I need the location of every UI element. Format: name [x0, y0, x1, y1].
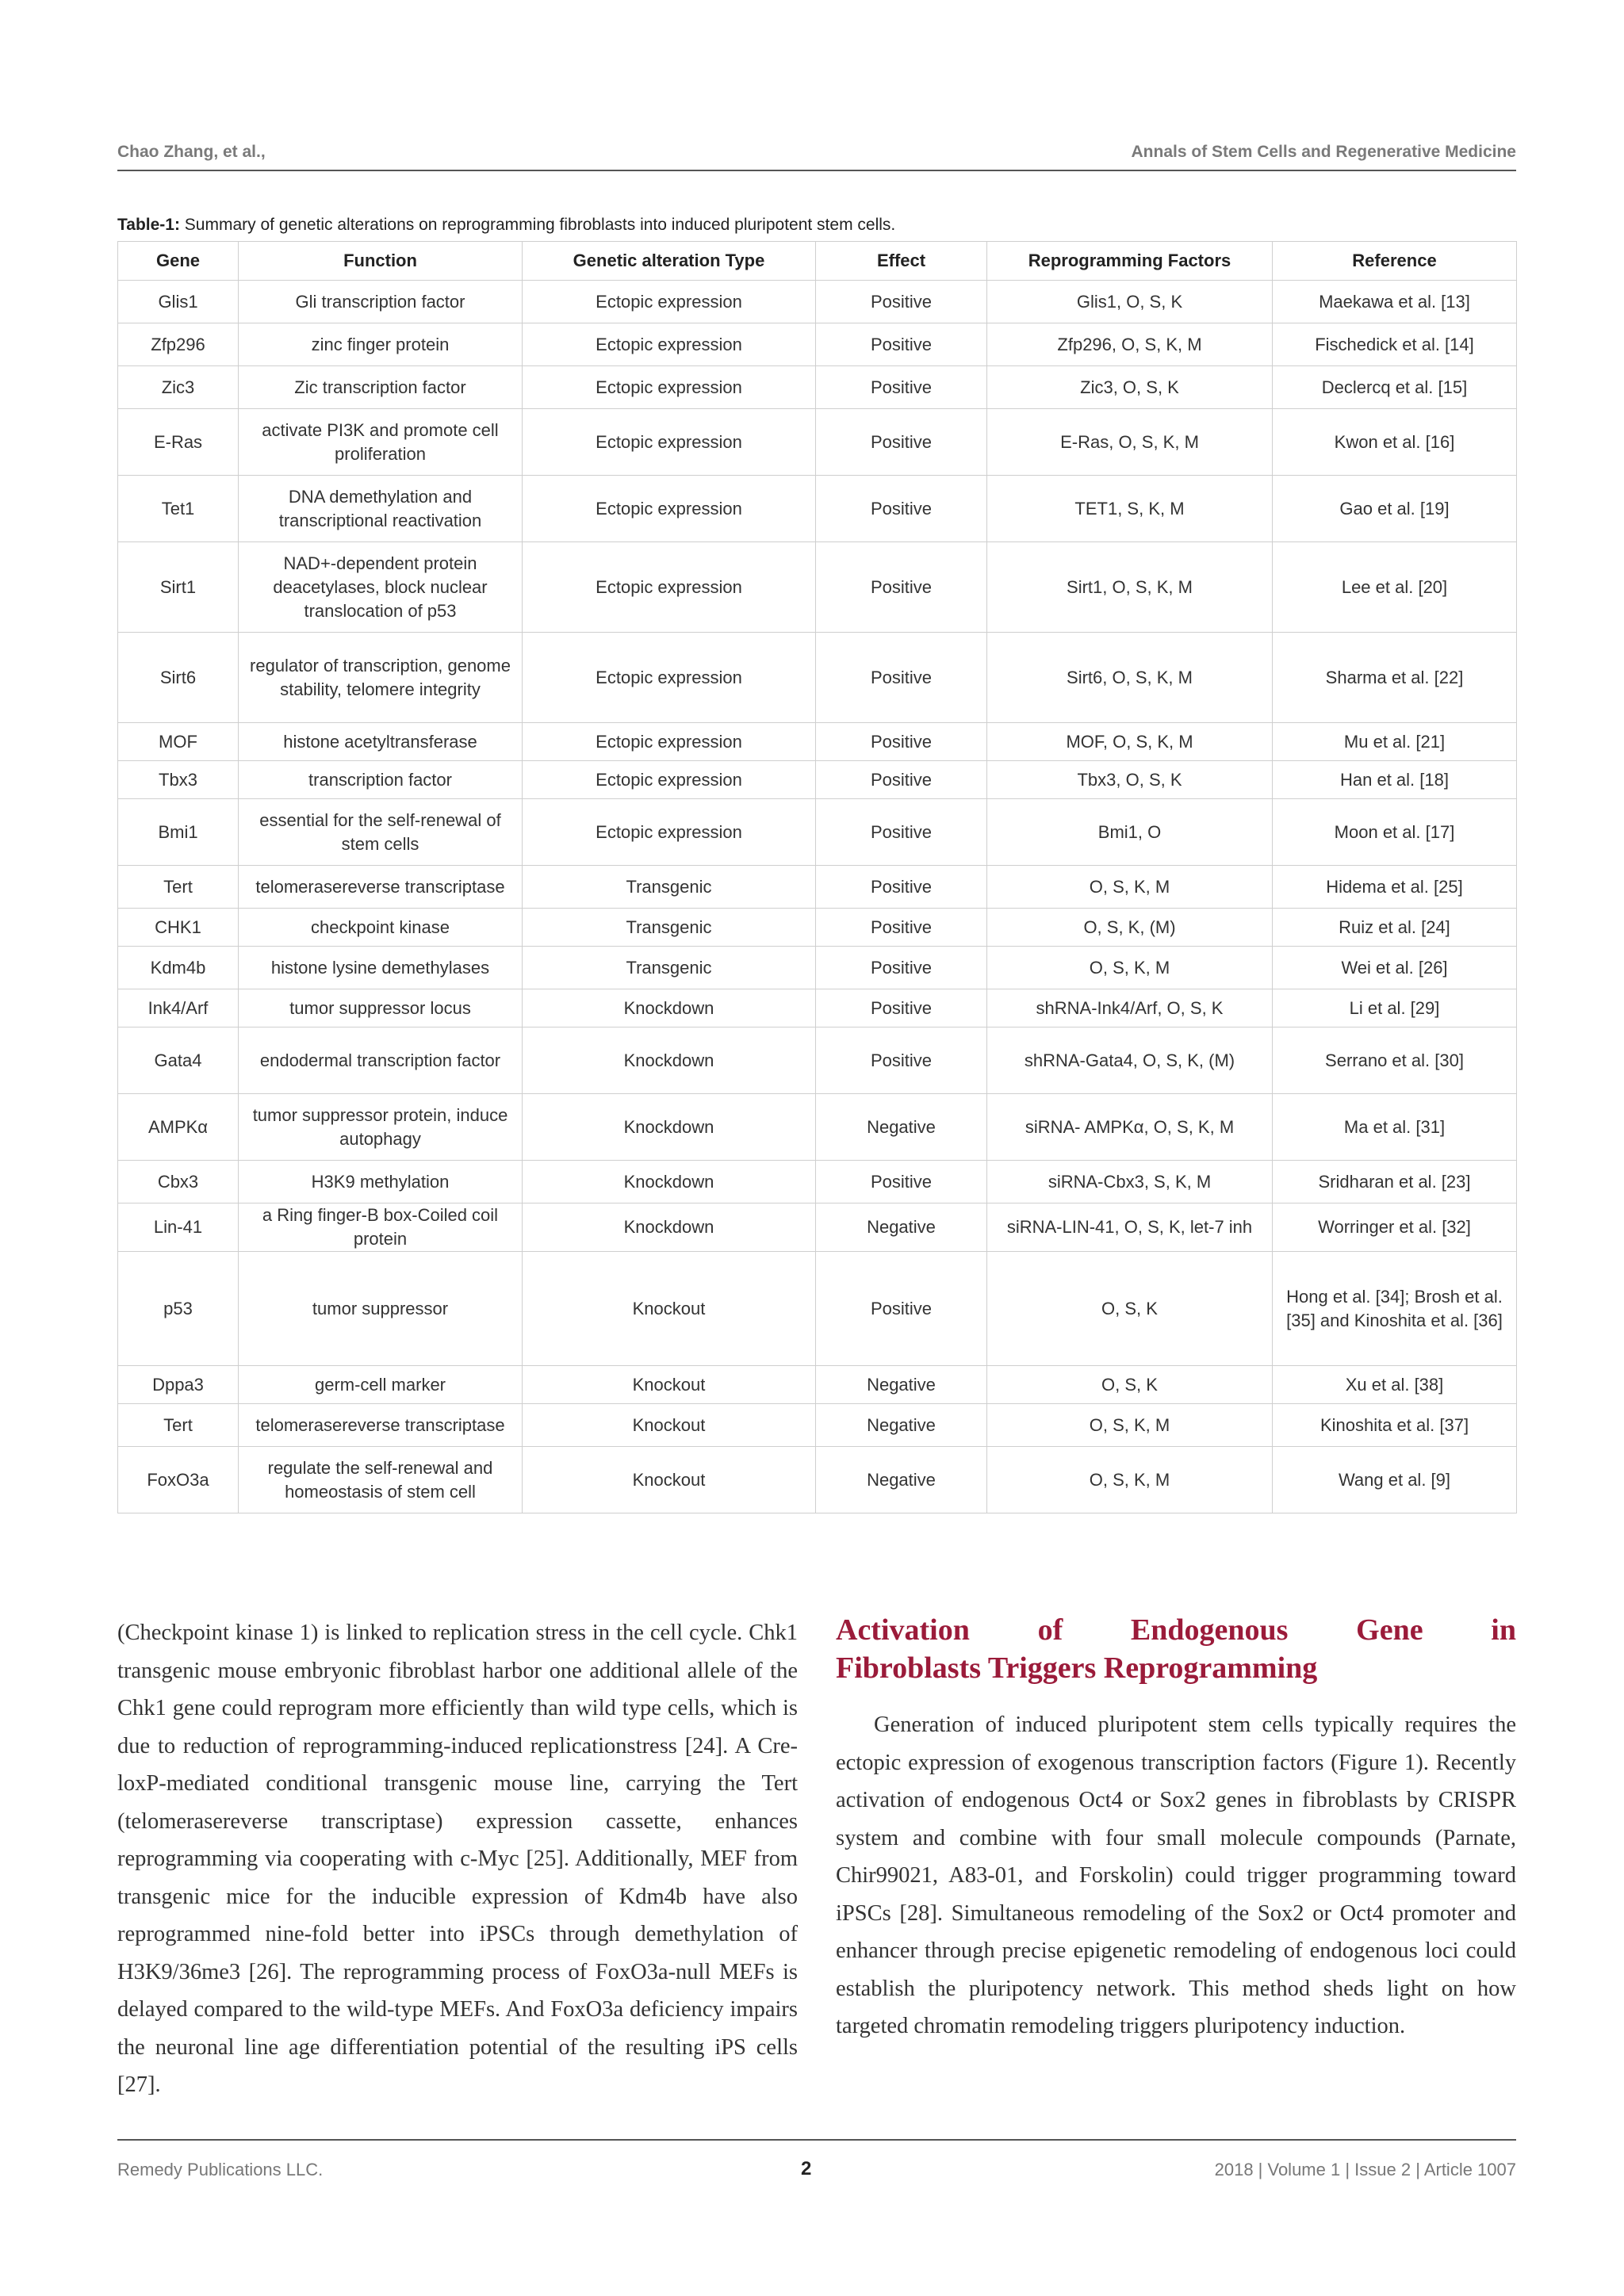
cell-effect: Positive: [816, 909, 987, 947]
cell-effect: Negative: [816, 1203, 987, 1252]
cell-reprogramming-factors: siRNA-LIN-41, O, S, K, let-7 inh: [987, 1203, 1273, 1252]
cell-effect: Positive: [816, 1161, 987, 1203]
cell-reference: Li et al. [29]: [1273, 989, 1517, 1027]
cell-function: telomerasereverse transcriptase: [239, 866, 523, 909]
table-row: [118, 409, 1517, 476]
cell-reprogramming-factors: Bmi1, O: [987, 799, 1273, 866]
cell-reprogramming-factors: O, S, K, M: [987, 1404, 1273, 1447]
table-row: [118, 633, 1517, 723]
table-caption: [117, 216, 1516, 235]
section-heading-line-1: Activation of Endogenous Gene in: [836, 1613, 1516, 1647]
cell-function: DNA demethylation and transcriptional reactivation: [239, 476, 523, 542]
cell-gene: Ink4/Arf: [118, 989, 239, 1027]
cell-reprogramming-factors: O, S, K, M: [987, 1447, 1273, 1513]
cell-effect: Positive: [816, 1027, 987, 1094]
cell-reference: Serrano et al. [30]: [1273, 1027, 1517, 1094]
table-caption-text: Summary of genetic alterations on reprogramming fibroblasts into induced pluripotent stem cells.: [179, 216, 896, 234]
cell-reprogramming-factors: O, S, K, (M): [987, 909, 1273, 947]
cell-effect: Positive: [816, 989, 987, 1027]
cell-gene: Kdm4b: [118, 947, 239, 989]
cell-alteration-type: Transgenic: [523, 909, 816, 947]
cell-alteration-type: Ectopic expression: [523, 281, 816, 323]
cell-alteration-type: Knockdown: [523, 1203, 816, 1252]
cell-reprogramming-factors: siRNA- AMPKα, O, S, K, M: [987, 1094, 1273, 1161]
cell-gene: Tert: [118, 1404, 239, 1447]
cell-function: Zic transcription factor: [239, 366, 523, 409]
cell-reference: Xu et al. [38]: [1273, 1366, 1517, 1404]
cell-gene: Glis1: [118, 281, 239, 323]
cell-effect: Positive: [816, 476, 987, 542]
cell-effect: Positive: [816, 761, 987, 799]
cell-reprogramming-factors: Sirt6, O, S, K, M: [987, 633, 1273, 723]
cell-reference: Moon et al. [17]: [1273, 799, 1517, 866]
cell-function: Gli transcription factor: [239, 281, 523, 323]
table-row: [118, 947, 1517, 989]
cell-alteration-type: Knockout: [523, 1252, 816, 1366]
table-row: [118, 989, 1517, 1027]
cell-function: checkpoint kinase: [239, 909, 523, 947]
cell-gene: Dppa3: [118, 1366, 239, 1404]
cell-reference: Hidema et al. [25]: [1273, 866, 1517, 909]
cell-reference: Sridharan et al. [23]: [1273, 1161, 1517, 1203]
cell-effect: Positive: [816, 633, 987, 723]
cell-gene: Zfp296: [118, 323, 239, 366]
cell-reprogramming-factors: Zic3, O, S, K: [987, 366, 1273, 409]
section-heading: [836, 1611, 1516, 1687]
cell-alteration-type: Ectopic expression: [523, 323, 816, 366]
cell-reference: Declercq et al. [15]: [1273, 366, 1517, 409]
table-body: [118, 281, 1517, 1513]
cell-effect: Negative: [816, 1404, 987, 1447]
right-column-paragraph: Generation of induced pluripotent stem cells typically requires the ectopic expression of exogenous transcription factors (Figure 1). Recently activation of endogenous Oct4 or Sox2 genes in fibroblasts by CRISPR system and combine with four small molecule compounds (Parnate, Chir99021, A83-01, and Forskolin) could trigger programming toward iPSCs [28]. Simultaneous remodeling of the Sox2 or Oct4 promoter and enhancer through precise epigenetic remodeling of endogenous loci could establish the pluripotency network. This method sheds light on how targeted chromatin remodeling triggers pluripotency induction.: [836, 1712, 1516, 2038]
table-caption-label: Table-1:: [117, 216, 180, 234]
page-footer: [117, 2139, 1516, 2188]
column-header-function: Function: [239, 242, 523, 281]
cell-reference: Kinoshita et al. [37]: [1273, 1404, 1517, 1447]
cell-effect: Positive: [816, 723, 987, 761]
cell-alteration-type: Ectopic expression: [523, 366, 816, 409]
cell-effect: Negative: [816, 1094, 987, 1161]
cell-reference: Fischedick et al. [14]: [1273, 323, 1517, 366]
column-header-reference: Reference: [1273, 242, 1517, 281]
cell-reference: Lee et al. [20]: [1273, 542, 1517, 633]
cell-reprogramming-factors: Glis1, O, S, K: [987, 281, 1273, 323]
cell-gene: FoxO3a: [118, 1447, 239, 1513]
cell-reference: Wang et al. [9]: [1273, 1447, 1517, 1513]
table-row: [118, 1161, 1517, 1203]
table-row: [118, 1027, 1517, 1094]
cell-reprogramming-factors: E-Ras, O, S, K, M: [987, 409, 1273, 476]
cell-gene: AMPKα: [118, 1094, 239, 1161]
footer-page-number: 2: [801, 2158, 812, 2179]
cell-effect: Positive: [816, 323, 987, 366]
cell-function: a Ring finger-B box-Coiled coil protein: [239, 1203, 523, 1252]
header-author: Chao Zhang, et al.,: [117, 143, 266, 161]
cell-gene: E-Ras: [118, 409, 239, 476]
cell-function: histone acetyltransferase: [239, 723, 523, 761]
cell-reprogramming-factors: O, S, K: [987, 1366, 1273, 1404]
cell-function: essential for the self-renewal of stem cells: [239, 799, 523, 866]
cell-reference: Kwon et al. [16]: [1273, 409, 1517, 476]
column-header-gene: Gene: [118, 242, 239, 281]
cell-alteration-type: Ectopic expression: [523, 633, 816, 723]
cell-gene: Bmi1: [118, 799, 239, 866]
table-row: [118, 323, 1517, 366]
cell-alteration-type: Knockout: [523, 1366, 816, 1404]
cell-reprogramming-factors: Zfp296, O, S, K, M: [987, 323, 1273, 366]
table-row: [118, 866, 1517, 909]
cell-function: telomerasereverse transcriptase: [239, 1404, 523, 1447]
cell-effect: Positive: [816, 281, 987, 323]
cell-gene: Sirt1: [118, 542, 239, 633]
cell-reference: Ma et al. [31]: [1273, 1094, 1517, 1161]
cell-reference: Wei et al. [26]: [1273, 947, 1517, 989]
cell-function: histone lysine demethylases: [239, 947, 523, 989]
cell-reprogramming-factors: Tbx3, O, S, K: [987, 761, 1273, 799]
cell-function: tumor suppressor locus: [239, 989, 523, 1027]
cell-gene: Tert: [118, 866, 239, 909]
cell-alteration-type: Knockdown: [523, 989, 816, 1027]
cell-reprogramming-factors: siRNA-Cbx3, S, K, M: [987, 1161, 1273, 1203]
cell-effect: Positive: [816, 866, 987, 909]
table-row: [118, 281, 1517, 323]
footer-issue-info: 2018 | Volume 1 | Issue 2 | Article 1007: [1214, 2160, 1516, 2179]
section-heading-line-2: Fibroblasts Triggers Reprogramming: [836, 1651, 1318, 1685]
cell-effect: Negative: [816, 1366, 987, 1404]
table-row: [118, 1404, 1517, 1447]
cell-effect: Positive: [816, 366, 987, 409]
left-column-paragraph: (Checkpoint kinase 1) is linked to replication stress in the cell cycle. Chk1 transgenic mouse embryonic fibroblast harbor one additional allele of the Chk1 gene could reprogram more efficiently than wild type cells, which is due to reduction of reprogramming-induced replicationstress [24]. A Cre-loxP-mediated conditional transgenic mouse line, carrying the Tert (telomerasereverse transcriptase) expression cassette, enhances reprogramming via cooperating with c-Myc [25]. Additionally, MEF from transgenic mice for the inducible expression of Kdm4b have also reprogrammed nine-fold better into iPSCs through demethylation of H3K9/36me3 [26]. The reprogramming process of FoxO3a-null MEFs is delayed compared to the wild-type MEFs. And FoxO3a deficiency impairs the neuronal line age differentiation potential of the resulting iPS cells [27].: [117, 1621, 798, 2097]
cell-function: endodermal transcription factor: [239, 1027, 523, 1094]
cell-effect: Positive: [816, 947, 987, 989]
cell-reprogramming-factors: O, S, K, M: [987, 947, 1273, 989]
table-header-row: [118, 242, 1517, 281]
table-row: [118, 761, 1517, 799]
cell-function: NAD+-dependent protein deacetylases, block nuclear translocation of p53: [239, 542, 523, 633]
footer-publisher: Remedy Publications LLC.: [117, 2160, 324, 2179]
cell-reprogramming-factors: shRNA-Gata4, O, S, K, (M): [987, 1027, 1273, 1094]
cell-reference: Sharma et al. [22]: [1273, 633, 1517, 723]
cell-reprogramming-factors: O, S, K: [987, 1252, 1273, 1366]
cell-effect: Positive: [816, 409, 987, 476]
cell-reference: Gao et al. [19]: [1273, 476, 1517, 542]
cell-reprogramming-factors: shRNA-Ink4/Arf, O, S, K: [987, 989, 1273, 1027]
cell-alteration-type: Ectopic expression: [523, 409, 816, 476]
cell-effect: Positive: [816, 542, 987, 633]
cell-reprogramming-factors: MOF, O, S, K, M: [987, 723, 1273, 761]
cell-function: tumor suppressor: [239, 1252, 523, 1366]
cell-gene: Cbx3: [118, 1161, 239, 1203]
cell-reference: Han et al. [18]: [1273, 761, 1517, 799]
cell-gene: Gata4: [118, 1027, 239, 1094]
cell-function: regulator of transcription, genome stability, telomere integrity: [239, 633, 523, 723]
column-header-alteration-type: Genetic alteration Type: [523, 242, 816, 281]
table-row: [118, 723, 1517, 761]
page: [117, 0, 1516, 2296]
cell-gene: Tet1: [118, 476, 239, 542]
table-row: [118, 1252, 1517, 1366]
table-row: [118, 542, 1517, 633]
column-header-effect: Effect: [816, 242, 987, 281]
cell-reprogramming-factors: O, S, K, M: [987, 866, 1273, 909]
table-row: [118, 909, 1517, 947]
genetic-alterations-table: [117, 241, 1517, 1513]
cell-effect: Negative: [816, 1447, 987, 1513]
cell-reference: Worringer et al. [32]: [1273, 1203, 1517, 1252]
running-header: [117, 141, 1516, 171]
table-row: [118, 1203, 1517, 1252]
cell-function: H3K9 methylation: [239, 1161, 523, 1203]
cell-function: activate PI3K and promote cell proliferation: [239, 409, 523, 476]
cell-alteration-type: Knockout: [523, 1404, 816, 1447]
cell-function: transcription factor: [239, 761, 523, 799]
table-row: [118, 476, 1517, 542]
cell-gene: Tbx3: [118, 761, 239, 799]
cell-reference: Hong et al. [34]; Brosh et al. [35] and Kinoshita et al. [36]: [1273, 1252, 1517, 1366]
table-row: [118, 1447, 1517, 1513]
cell-alteration-type: Ectopic expression: [523, 723, 816, 761]
table-row: [118, 1366, 1517, 1404]
table-row: [118, 799, 1517, 866]
cell-function: regulate the self-renewal and homeostasis of stem cell: [239, 1447, 523, 1513]
cell-alteration-type: Knockdown: [523, 1094, 816, 1161]
cell-gene: Lin-41: [118, 1203, 239, 1252]
cell-reference: Ruiz et al. [24]: [1273, 909, 1517, 947]
cell-gene: MOF: [118, 723, 239, 761]
cell-alteration-type: Ectopic expression: [523, 799, 816, 866]
cell-alteration-type: Transgenic: [523, 866, 816, 909]
cell-reference: Maekawa et al. [13]: [1273, 281, 1517, 323]
cell-gene: Zic3: [118, 366, 239, 409]
header-journal: Annals of Stem Cells and Regenerative Medicine: [1131, 143, 1516, 161]
cell-function: tumor suppressor protein, induce autophagy: [239, 1094, 523, 1161]
cell-gene: p53: [118, 1252, 239, 1366]
cell-alteration-type: Knockdown: [523, 1027, 816, 1094]
table-row: [118, 366, 1517, 409]
cell-alteration-type: Transgenic: [523, 947, 816, 989]
cell-alteration-type: Ectopic expression: [523, 542, 816, 633]
cell-gene: Sirt6: [118, 633, 239, 723]
cell-alteration-type: Knockout: [523, 1447, 816, 1513]
cell-effect: Positive: [816, 1252, 987, 1366]
cell-effect: Positive: [816, 799, 987, 866]
cell-alteration-type: Ectopic expression: [523, 761, 816, 799]
cell-reprogramming-factors: Sirt1, O, S, K, M: [987, 542, 1273, 633]
cell-gene: CHK1: [118, 909, 239, 947]
table-row: [118, 1094, 1517, 1161]
cell-function: germ-cell marker: [239, 1366, 523, 1404]
cell-alteration-type: Ectopic expression: [523, 476, 816, 542]
cell-function: zinc finger protein: [239, 323, 523, 366]
cell-reprogramming-factors: TET1, S, K, M: [987, 476, 1273, 542]
column-header-reprogramming-factors: Reprogramming Factors: [987, 242, 1273, 281]
cell-reference: Mu et al. [21]: [1273, 723, 1517, 761]
cell-alteration-type: Knockdown: [523, 1161, 816, 1203]
